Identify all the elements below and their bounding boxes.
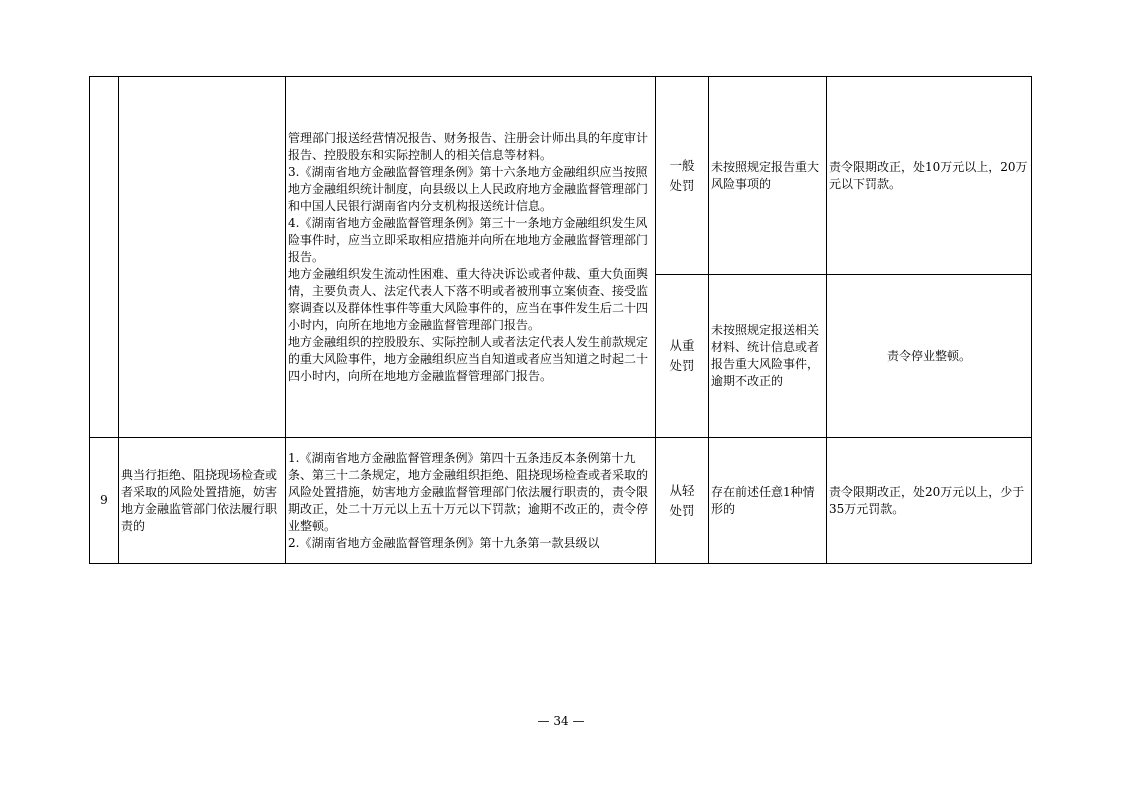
standard-cell: 责令限期改正，处10万元以上，20万元以下罚款。 xyxy=(827,77,1032,275)
table-row xyxy=(90,77,1032,275)
basis-paragraph: 3.《湖南省地方金融监督管理条例》第十六条地方金融组织应当按照地方金融组织统计制度，向县级以上人民政府地方金融监督管理部门和中国人民银行湖南省内分支机构报送统计信息。 xyxy=(288,164,649,213)
basis-paragraph: 2.《湖南省地方金融监督管理条例》第十九条第一款县级以 xyxy=(288,535,600,550)
legal-basis-cell xyxy=(286,438,656,564)
penalty-class-cell xyxy=(656,77,709,275)
circumstance-cell: 未按照规定报送相关材料、统计信息或者报告重大风险事件，逾期不改正的 xyxy=(709,275,827,438)
basis-paragraph: 管理部门报送经营情况报告、财务报告、注册会计师出具的年度审计报告、控股股东和实际控制人的相关信息等材料。 xyxy=(288,130,649,162)
row-number-cell: 9 xyxy=(90,438,119,564)
penalty-class-line: 从重 xyxy=(669,338,695,353)
illegal-behavior-cell: 典当行拒绝、阻挠现场检查或者采取的风险处置措施，妨害地方金融监管部门依法履行职责的 xyxy=(119,438,286,564)
penalty-class-line: 从轻 xyxy=(669,482,695,498)
penalty-class-line: 一般 xyxy=(669,157,695,173)
penalty-class-line: 处罚 xyxy=(669,358,695,373)
circumstance-cell: 未按照规定报告重大风险事项的 xyxy=(709,77,827,275)
penalty-class-cell xyxy=(656,438,709,564)
penalty-class-line: 处罚 xyxy=(669,177,695,193)
circumstance-cell: 存在前述任意1种情形的 xyxy=(709,438,827,564)
legal-basis-cell xyxy=(286,77,656,438)
penalty-class-line: 处罚 xyxy=(669,502,695,518)
table-row xyxy=(90,438,1032,564)
page-number: — 34 — xyxy=(537,714,585,728)
basis-paragraph: 1.《湖南省地方金融监督管理条例》第四十五条违反本条例第十九条、第三十二条规定，地方金融组织拒绝、阻挠现场检查或者采取的风险处置措施，妨害地方金融监督管理部门依法履行职责的，责令限期改正，处二十万元以上五十万元以下罚款；逾期不改正的，责令停业整顿。 xyxy=(288,450,649,533)
illegal-behavior-cell xyxy=(119,77,286,438)
row-number-cell xyxy=(90,77,119,438)
basis-paragraph: 4.《湖南省地方金融监督管理条例》第三十一条地方金融组织发生风险事件时，应当立即采取相应措施并向所在地地方金融监督管理部门报告。 xyxy=(288,215,649,264)
penalty-class-cell xyxy=(656,275,709,438)
penalty-table xyxy=(89,76,1032,564)
standard-cell: 责令停业整顿。 xyxy=(827,275,1032,438)
basis-paragraph: 地方金融组织发生流动性困难、重大待决诉讼或者仲裁、重大负面舆情，主要负责人、法定代表人下落不明或者被刑事立案侦查、接受监察调查以及群体性事件等重大风险事件的，应当在事件发生后二十四小时内，向所在地地方金融监督管理部门报告。 xyxy=(288,266,649,332)
basis-paragraph: 地方金融组织的控股股东、实际控制人或者法定代表人发生前款规定的重大风险事件，地方金融组织应当自知道或者应当知道之时起二十四小时内，向所在地地方金融监督管理部门报告。 xyxy=(288,334,649,383)
standard-cell: 责令限期改正，处20万元以上，少于35万元罚款。 xyxy=(827,438,1032,564)
